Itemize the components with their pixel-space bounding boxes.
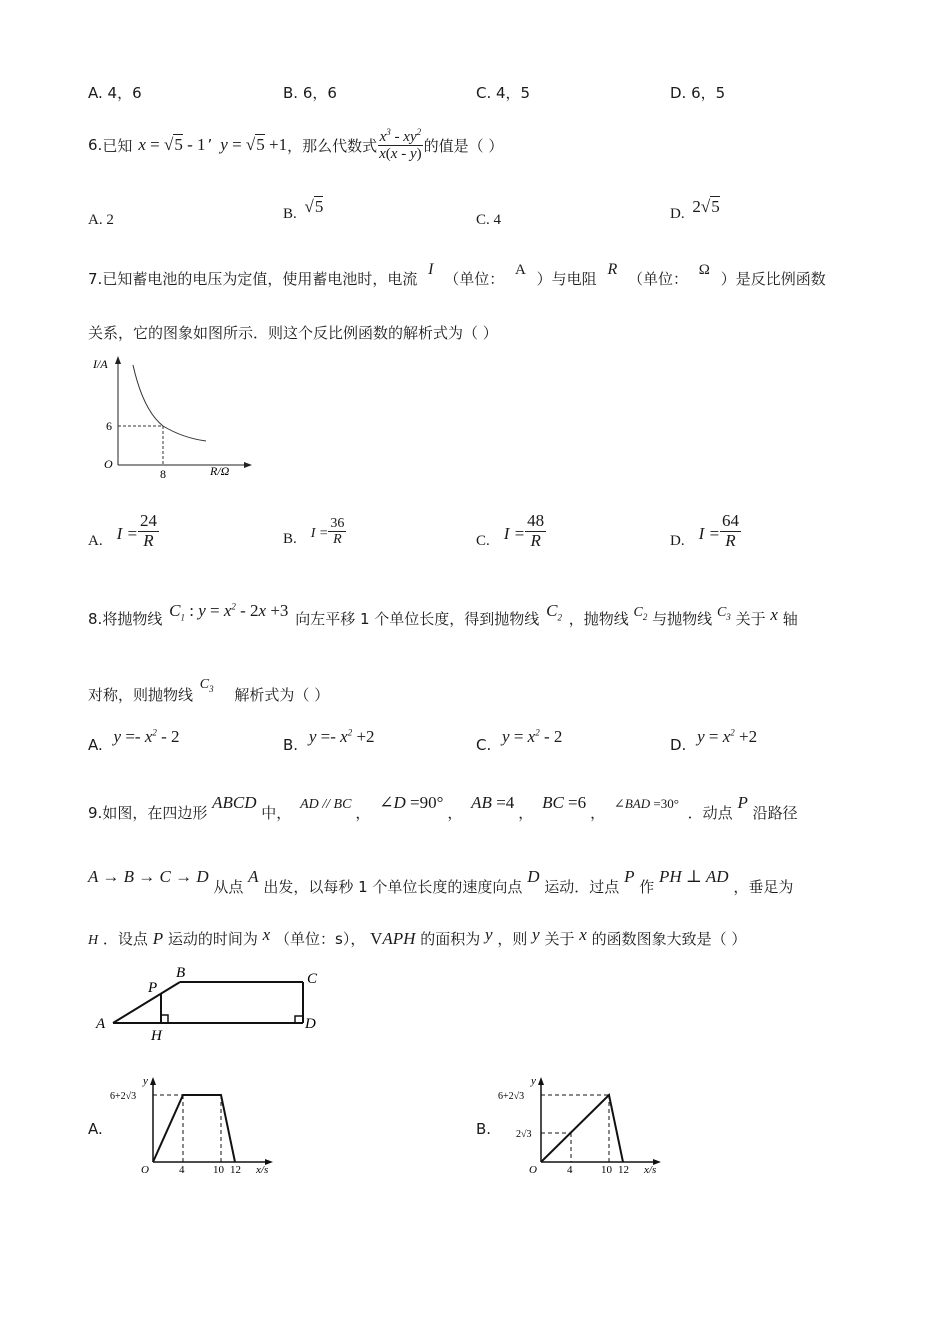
svg-text:6+2√3: 6+2√3 bbox=[498, 1091, 525, 1102]
q7-option-d: D. I = $\frac{64}{R}$ bbox=[670, 511, 739, 550]
q9-line-1: 9.如图，在四边形 ABCD 中， AD // BC ， ∠D =90°， AB =4， BC =6， ∠BAD =30° ．动点 P 沿路径 bbox=[88, 793, 798, 822]
q6-text-suffix: 的值是（ ） bbox=[423, 136, 504, 155]
q5-option-b: B. 6，6 bbox=[283, 84, 337, 102]
q9-graph-b bbox=[496, 1072, 676, 1182]
q8-line-2: 对称，则抛物线 $C_3$ 解析式为（ ） bbox=[88, 677, 330, 704]
q7-option-b: B. I = $\frac{36}{R}$ bbox=[283, 516, 345, 548]
svg-text:4: 4 bbox=[179, 1164, 185, 1176]
q9-graph-b-curve bbox=[541, 1095, 623, 1162]
q6-text-middle: ，那么代数式 bbox=[287, 136, 378, 155]
q7-x-label: R/Ω bbox=[210, 464, 230, 478]
q5-option-a: A. 4，6 bbox=[88, 84, 142, 102]
q6-fraction: $\frac{x^3 - xy^2}{x(x - y)}$ bbox=[379, 126, 422, 162]
q9-line-3: H ．设点 P 运动的时间为 x （单位：s）， VAPH 的面积为 y ，则 y 关于 x 的函数图象大致是（ ） bbox=[88, 925, 747, 948]
svg-text:4: 4 bbox=[567, 1164, 573, 1176]
q6-number: 6. bbox=[88, 136, 103, 154]
svg-text:y: y bbox=[143, 1075, 148, 1087]
q7-y-label: I/A bbox=[93, 357, 108, 371]
q9-option-b-label: B. bbox=[476, 1120, 492, 1138]
q9-label-D: D bbox=[305, 1016, 316, 1032]
q7-graph bbox=[88, 350, 258, 480]
q6-option-c: C. 4 bbox=[476, 212, 502, 228]
q5-option-c: C. 4，5 bbox=[476, 84, 531, 102]
svg-text:y: y bbox=[531, 1075, 536, 1087]
q7-option-a: A. I = $\frac{24}{R}$ bbox=[88, 511, 157, 550]
svg-text:x/s: x/s bbox=[644, 1164, 657, 1176]
q5-option-d: D. 6，5 bbox=[670, 84, 726, 102]
q9-graph-a-curve bbox=[153, 1095, 235, 1162]
q7-option-c: C. I = $\frac{48}{R}$ bbox=[476, 511, 545, 550]
q9-label-P: P bbox=[148, 980, 158, 996]
svg-text:x/s: x/s bbox=[256, 1164, 269, 1176]
q9-graph-a bbox=[108, 1072, 288, 1182]
q8-line-1: 8.将抛物线 $C_1$ : $y = x^2 - 2x +3$ 向左平移 1 个单位长度，得到抛物线 $C_2$ ，抛物线 $C_2$ 与抛物线 $C_3$ 关于 x 轴 bbox=[88, 601, 798, 628]
q9-segment-AB bbox=[113, 982, 180, 1023]
q7-origin: O bbox=[104, 457, 113, 471]
q7-x-arrow bbox=[244, 462, 252, 468]
q9-right-angle-H bbox=[161, 1015, 168, 1023]
question-6: 6. 已知 x = √5 - 1 ’ y = √5 +1 ，那么代数式 $\frac{x^3 - xy^2}{x(x - y)}$ 的值是（ ） bbox=[88, 126, 504, 162]
svg-text:10: 10 bbox=[601, 1164, 612, 1176]
svg-text:12: 12 bbox=[618, 1164, 629, 1176]
q7-y-arrow bbox=[115, 356, 121, 364]
q6-y-expression: y = √5 +1 bbox=[220, 135, 288, 154]
q7-x-tick: 8 bbox=[160, 467, 166, 480]
svg-text:O: O bbox=[141, 1164, 149, 1176]
svg-text:O: O bbox=[529, 1164, 537, 1176]
q8-option-b: B. $y =- x^2 +2$ bbox=[283, 727, 375, 754]
q9-label-H: H bbox=[151, 1028, 162, 1044]
q9-label-B: B bbox=[176, 965, 186, 981]
svg-text:2√3: 2√3 bbox=[516, 1129, 532, 1140]
q9-line-2: A → B → C → D 从点 A 出发，以每秒 1 个单位长度的速度向点 D 运动．过点 P 作 PH ⊥ AD ，垂足为 bbox=[88, 867, 794, 896]
q8-option-a: A. $y =- x^2 - 2$ bbox=[88, 727, 180, 754]
q7-line-1: 7.已知蓄电池的电压为定值，使用蓄电池时，电流 I （单位： A ）与电阻 R （单位： Ω ）是反比例函数 bbox=[88, 261, 826, 288]
q8-option-c: C. $y = x^2 - 2$ bbox=[476, 727, 563, 754]
q9-label-C: C bbox=[307, 971, 318, 987]
q8-option-d: D. $y = x^2 +2$ bbox=[670, 727, 758, 754]
svg-text:10: 10 bbox=[213, 1164, 224, 1176]
q9-figure bbox=[88, 962, 338, 1047]
svg-text:12: 12 bbox=[230, 1164, 241, 1176]
q6-x-expression: x = √5 - 1 bbox=[138, 135, 206, 154]
q6-option-a: A. 2 bbox=[88, 212, 114, 228]
q6-text-prefix: 已知 bbox=[102, 136, 133, 155]
q7-curve bbox=[133, 365, 206, 441]
q6-option-b: B. √5 bbox=[283, 197, 324, 222]
q9-option-a-label: A. bbox=[88, 1120, 103, 1138]
q7-line-2: 关系，它的图象如图所示．则这个反比例函数的解析式为（ ） bbox=[88, 324, 498, 342]
q6-option-d: D. 2√5 bbox=[670, 197, 720, 222]
q7-y-tick: 6 bbox=[106, 419, 112, 433]
svg-text:6+2√3: 6+2√3 bbox=[110, 1091, 137, 1102]
q9-label-A: A bbox=[96, 1016, 106, 1032]
q9-right-angle-D bbox=[295, 1016, 303, 1023]
